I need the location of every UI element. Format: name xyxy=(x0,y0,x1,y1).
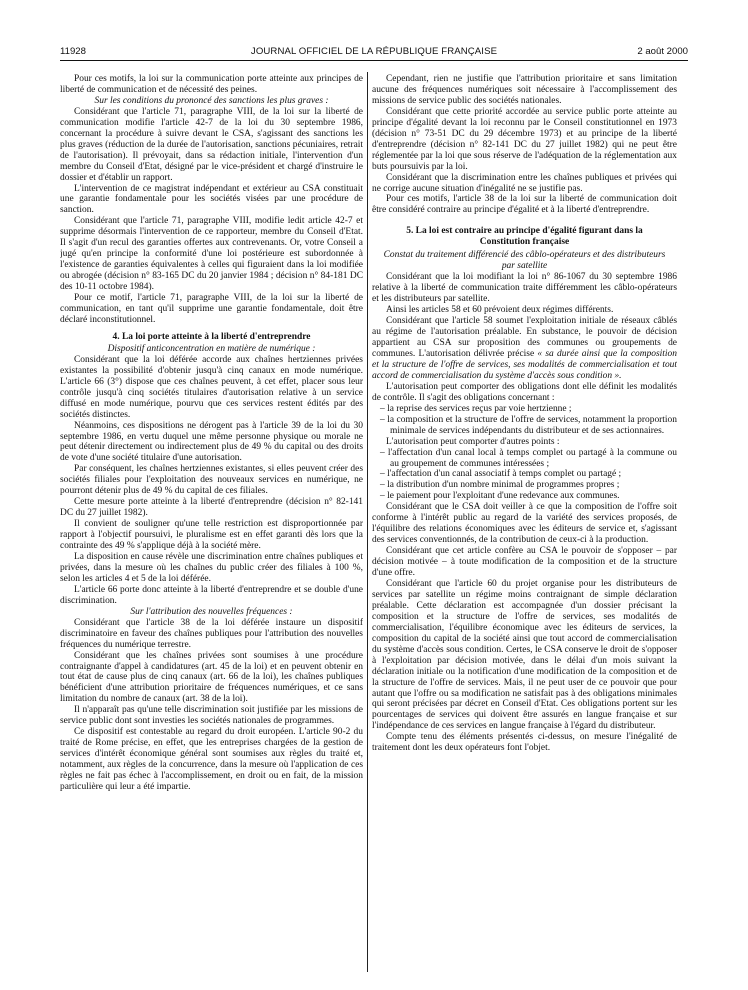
subheading: Dispositif anticoncentration en matière de numérique : xyxy=(107,343,316,354)
paragraph: Compte tenu des éléments présentés ci-dessus, on mesure l'inégalité de traitement dont les deux opérateurs font l'objet. xyxy=(372,732,677,754)
paragraph: Considérant que le CSA doit veiller à ce que la composition de l'offre soit conforme à l'intérêt public au regard de la variété des services proposés, de l'équilibre des relations économiques avec les éditeurs de service et, s'agissant des services conventionnés, de la contribution de ceux-ci à la production. xyxy=(372,502,677,546)
section-heading: 5. La loi est contraire au principe d'égalité figurant dans la Constitution française xyxy=(406,226,643,248)
paragraph: La disposition en cause révèle une discrimination entre chaînes publiques et privées, dans la mesure où les chaînes du public créer des filiales à 100 %, selon les articles 4 et 5 de la loi déférée. xyxy=(60,551,363,584)
list-item: – la reprise des services reçus par voie hertzienne ; xyxy=(380,403,572,414)
paragraph: Considérant que l'article 38 de la loi déférée instaure un dispositif discriminatoire en faveur des chaînes publiques pour l'attribution des nouvelles fréquences du numérique terrestre. xyxy=(60,617,363,650)
paragraph: Considérant que les chaînes privées sont soumises à une procédure contraignante d'appel à candidatures (art. 45 de la loi) et en peuvent obtenir en tout état de cause plus de cinq canaux (art. 66 de la loi), les chaînes publiques bénéficient d'une attribution prioritaire de fréquences numériques, et ce sans limitation du nombre de canaux (art. 38 de la loi). xyxy=(60,650,363,705)
paragraph: Cependant, rien ne justifie que l'attribution prioritaire et sans limitation aucune des fréquences numériques soit nécessaire à l'accomplissement des missions de service public des sociétés nationales. xyxy=(372,74,677,106)
right-column xyxy=(372,74,677,970)
paragraph: L'intervention de ce magistrat indépendant et extérieur au CSA constituait une garantie fondamentale pour les sociétés visées par une procédure de sanction. xyxy=(60,183,363,216)
paragraph: Ce dispositif est contestable au regard du droit européen. L'article 90-2 du traité de Rome précise, en effet, que les entreprises chargées de la gestion de services d'intérêt économique général sont soumises aux règles du traité et, notamment, aux règles de la concurrence, dans la mesure où l'application de ces règles ne fait pas échec à l'accomplissement, en droit ou en fait, de la mission particulière qui leur a été impartie. xyxy=(60,727,363,792)
paragraph-text: Considérant que l'article 58 soumet l'exploitation initiale de réseaux câblés au régime de l'autorisation préalable. En substance, le pouvoir de décision appartient au CSA sur proposition des communes ou groupements de communes. L'autorisation délivrée précise xyxy=(372,316,677,359)
paragraph: Cette mesure porte atteinte à la liberté d'entreprendre (décision n° 82-141 DC du 27 juillet 1982). xyxy=(60,497,363,519)
journal-title: JOURNAL OFFICIEL DE LA RÉPUBLIQUE FRANÇAISE xyxy=(250,46,498,57)
paragraph xyxy=(372,316,677,382)
section-heading: 4. La loi porte atteinte à la liberté d'entreprendre xyxy=(112,331,311,342)
list-item: – le paiement pour l'exploitant d'une redevance aux communes. xyxy=(380,491,620,502)
page-number: 11928 xyxy=(60,46,86,57)
paragraph: Il convient de souligner qu'une telle restriction est disproportionnée par rapport à l'objectif poursuivi, le pluralisme est en effet garanti dès lors que la contrainte des 49 % s'applique déjà à la société mère. xyxy=(60,519,363,552)
list-item: – l'affectation d'un canal associatif à temps complet ou partagé ; xyxy=(380,469,622,480)
left-column xyxy=(60,74,363,970)
paragraph: Considérant que la discrimination entre les chaînes publiques et privées qui ne corrige aucune situation d'inégalité ne se justifie pas. xyxy=(372,172,677,194)
page-header xyxy=(60,44,688,61)
paragraph: Considérant que la loi modifiant la loi n° 86-1067 du 30 septembre 1986 relative à la liberté de communication traite différemment les câblo-opérateurs et les distributeurs par satellite. xyxy=(372,272,677,305)
paragraph: L'autorisation peut comporter des obligations dont elle définit les modalités de contrôle. Il s'agit des obligations concernant : xyxy=(372,381,677,403)
paragraph: Il n'apparaît pas qu'une telle discrimination soit justifiée par les missions de service public dont sont investies les sociétés nationales de programmes. xyxy=(60,705,363,727)
column-divider xyxy=(367,72,368,972)
list-item: – l'affectation d'un canal local à temps complet ou partagé à la commune ou au groupement de communes intéressées ; xyxy=(380,447,677,469)
subheading: Sur les conditions du prononcé des sanctions les plus graves : xyxy=(94,95,329,106)
paragraph: Pour ces motifs, la loi sur la communication porte atteinte aux principes de liberté de communication et de nécessité des peines. xyxy=(60,74,363,95)
publication-date: 2 août 2000 xyxy=(637,46,688,57)
list-item: – la composition et la structure de l'offre de services, notamment la proportion minimale de services indépendants du distributeur et de ses actionnaires. xyxy=(380,414,677,436)
paragraph: L'autorisation peut comporter d'autres points : xyxy=(386,436,560,447)
paragraph: Considérant que la loi déférée accorde aux chaînes hertziennes privées existantes la possibilité d'obtenir jusqu'à cinq canaux en mode numérique. L'article 66 (3°) dispose que ces chaînes peuvent, à cet effet, placer sous leur contrôle jusqu'à cinq sociétés titulaires d'autorisation relative à un service diffusé en mode numérique, pourvu que ces services restent édités par des sociétés distinctes. xyxy=(60,354,363,420)
paragraph: Considérant que l'article 60 du projet organise pour les distributeurs de services par satellite un régime moins contraignant de simple déclaration préalable. Cette déclaration est accompagnée d'un dossier précisant la composition et la structure de l'offre de services, ses modalités de commercialisation, l'équilibre économique avec les éditeurs de services, la composition du capital de la société ainsi que tout accord de commercialisation du système d'accès sous condition. Certes, le CSA conserve le droit de s'opposer à l'exploitation par décision motivée, dans le délai d'un mois suivant la déclaration initiale ou la notification d'une modification de la composition et de la structure de l'offre de services. Mais, il ne peut user de ce pouvoir que pour autant que l'offre ou sa modification ne satisfait pas à des obligations minimales qui seront précisées par décret en Conseil d'Etat. Ces obligations portent sur les pourcentages de services qui doivent être assurés en langue française et sur l'indépendance de ces services en langue française à l'égard du distributeur. xyxy=(372,578,677,732)
paragraph: Néanmoins, ces dispositions ne dérogent pas à l'article 39 de la loi du 30 septembre 1986, en vertu duquel une même personne physique ou morale ne peut détenir directement ou indirectement plus de 49 % du capital ou des droits de vote d'une société titulaire d'une autorisation. xyxy=(60,420,363,464)
paragraph: Pour ce motif, l'article 71, paragraphe VIII, de la loi sur la liberté de communication, en tant qu'il supprime une garantie fondamentale, doit être déclaré inconstitutionnel. xyxy=(60,293,363,325)
subheading: Constat du traitement différencié des câblo-opérateurs et des distributeurs par satellite xyxy=(383,250,666,272)
paragraph: Pour ces motifs, l'article 38 de la loi sur la liberté de communication doit être considéré contraire au principe d'égalité et à la liberté d'entreprendre. xyxy=(372,194,677,216)
subheading: Sur l'attribution des nouvelles fréquences : xyxy=(130,606,293,617)
paragraph: L'article 66 porte donc atteinte à la liberté d'entreprendre et se double d'une discrimination. xyxy=(60,584,363,606)
paragraph: Ainsi les articles 58 et 60 prévoient deux régimes différents. xyxy=(386,305,614,316)
paragraph: Considérant que cette priorité accordée au service public porte atteinte au principe d'égalité devant la loi reconnu par le Conseil constitutionnel en 1973 (décision n° 73-51 DC du 29 décembre 1973) et au principe de la liberté d'entreprendre (décision n° 82-141 DC du 27 juillet 1982) qui ne peut être réglementée par la loi que sous réserve de l'adéquation de la réglementation aux buts poursuivis par la loi. xyxy=(372,106,677,172)
paragraph: Considérant que l'article 71, paragraphe VIII, modifie ledit article 42-7 et supprime désormais l'intervention de ce rapporteur, membre du Conseil d'Etat. Il s'agit d'un recul des garanties offertes aux contrevenants. Or, votre Conseil a jugé qu'en principe la conformité d'une loi postérieure est subordonnée à l'existence de garanties équivalentes à celles qui figuraient dans la loi modifiée ou abrogée (décision n° 83-165 DC du 20 janvier 1984 ; décision n° 84-181 DC des 10-11 octobre 1984). xyxy=(60,216,363,293)
list-item: – la distribution d'un nombre minimal de programmes propres ; xyxy=(380,480,620,491)
paragraph: Par conséquent, les chaînes hertziennes existantes, si elles peuvent créer des sociétés filiales pour l'exploitation des nouveaux services en numérique, ne pourront détenir plus de 49 % du capital de ces filiales. xyxy=(60,464,363,497)
paragraph: Considérant que cet article confère au CSA le pouvoir de s'opposer – par décision motivée – à toute modification de la composition et de la structure d'une offre. xyxy=(372,546,677,579)
quoted-text: « sa durée ainsi que la composition et la structure de l'offre de services, ses modalités de commercialisation et tout accord de commercialisation du système d'accès sous condition ». xyxy=(372,348,677,381)
paragraph: Considérant que l'article 71, paragraphe VIII, de la loi sur la liberté de communication modifie l'article 42-7 de la loi du 30 septembre 1986, concernant la procédure à suivre devant le CSA, s'agissant des sanctions les plus graves (réduction de la durée de l'autorisation, sanctions pécuniaires, retrait de l'autorisation). Il prévoyait, dans sa rédaction initiale, l'intervention d'un membre du Conseil d'Etat, désigné par le vice-président et chargé d'instruire le dossier et d'établir un rapport. xyxy=(60,106,363,183)
